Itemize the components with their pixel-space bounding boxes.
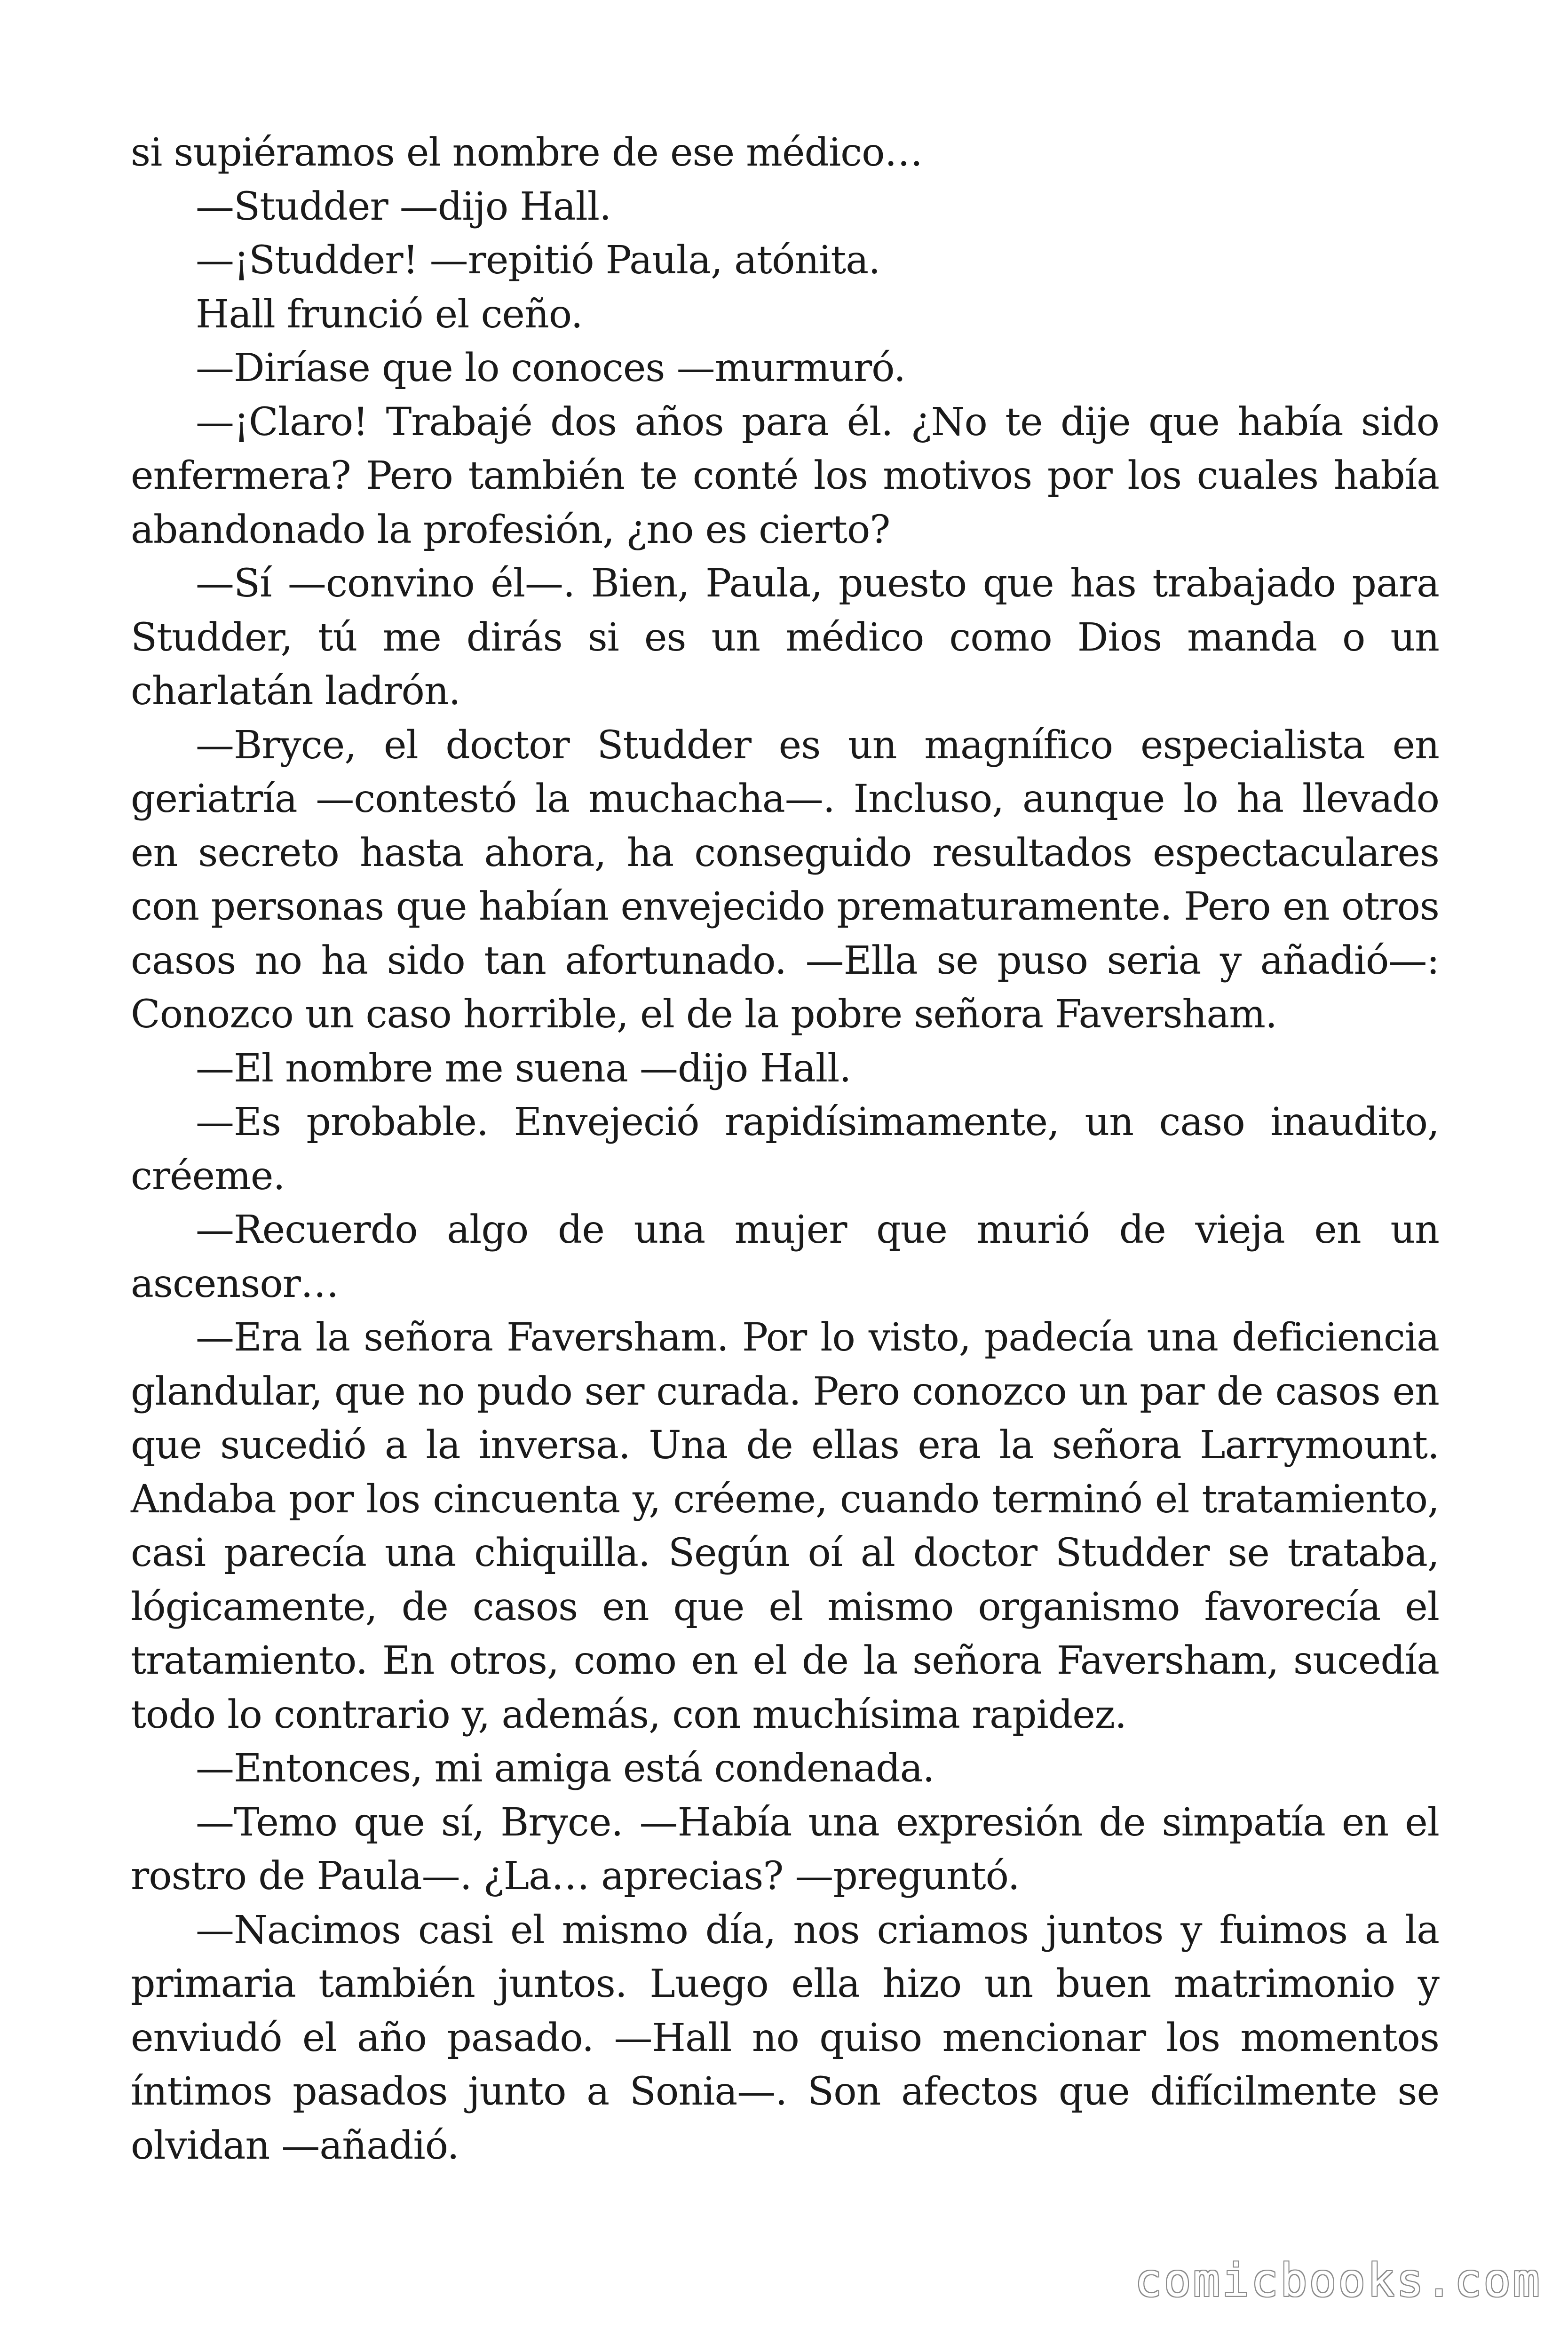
paragraph: —Es probable. Envejeció rapidísimamente, un caso inaudito, créeme. bbox=[131, 1100, 1439, 1199]
paragraph: —Studder —dijo Hall. bbox=[196, 184, 611, 229]
paragraph: —¡Studder! —repitió Paula, atónita. bbox=[196, 238, 880, 283]
paragraph: —Recuerdo algo de una mujer que murió de vieja en un ascensor… bbox=[131, 1208, 1439, 1306]
paragraph: Hall frunció el ceño. bbox=[196, 292, 583, 337]
watermark: comicbooks.com bbox=[1134, 2254, 1542, 2307]
paragraph: —Diríase que lo conoces —murmuró. bbox=[196, 346, 906, 390]
paragraph: —Nacimos casi el mismo día, nos criamos juntos y fuimos a la primaria también juntos. Luego ella hizo un buen matrimonio y enviudó el año pasado. —Hall no quiso mencionar los momentos íntimos pasados junto a Sonia—. Son afectos que difícilmente se olvidan —añadió. bbox=[131, 1907, 1439, 2168]
body-text bbox=[131, 126, 1439, 2173]
paragraph: —Entonces, mi amiga está condenada. bbox=[196, 1746, 934, 1791]
paragraph: —Temo que sí, Bryce. —Había una expresión de simpatía en el rostro de Paula—. ¿La… aprecias? —preguntó. bbox=[131, 1800, 1439, 1899]
paragraph: —Sí —convino él—. Bien, Paula, puesto que has trabajado para Studder, tú me dirás si es un médico como Dios manda o un charlatán ladrón. bbox=[131, 561, 1439, 714]
paragraph: —El nombre me suena —dijo Hall. bbox=[196, 1046, 851, 1091]
paragraph: —Era la señora Faversham. Por lo visto, padecía una deficiencia glandular, que no pudo ser curada. Pero conozco un par de casos en que sucedió a la inversa. Una de ellas era la señora Larrymount. Andaba por los cincuenta y, créeme, cuando terminó el tratamiento, casi parecía una chiquilla. Según oí al doctor Studder se trataba, lógicamente, de casos en que el mismo organismo favorecía el tratamiento. En otros, como en el de la señora Faversham, sucedía todo lo contrario y, además, con muchísima rapidez. bbox=[131, 1315, 1439, 1737]
paragraph: —¡Claro! Trabajé dos años para él. ¿No te dije que había sido enfermera? Pero también te conté los motivos por los cuales había abandonado la profesión, ¿no es cierto? bbox=[131, 399, 1439, 552]
paragraph: si supiéramos el nombre de ese médico… bbox=[131, 130, 923, 175]
paragraph: —Bryce, el doctor Studder es un magnífico especialista en geriatría —contestó la muchacha—. Incluso, aunque lo ha llevado en secreto hasta ahora, ha conseguido resultados espectaculares con personas que habían envejecido prematuramente. Pero en otros casos no ha sido tan afortunado. —Ella se puso seria y añadió—: Conozco un caso horrible, el de la pobre señora Faversham. bbox=[131, 723, 1439, 1037]
